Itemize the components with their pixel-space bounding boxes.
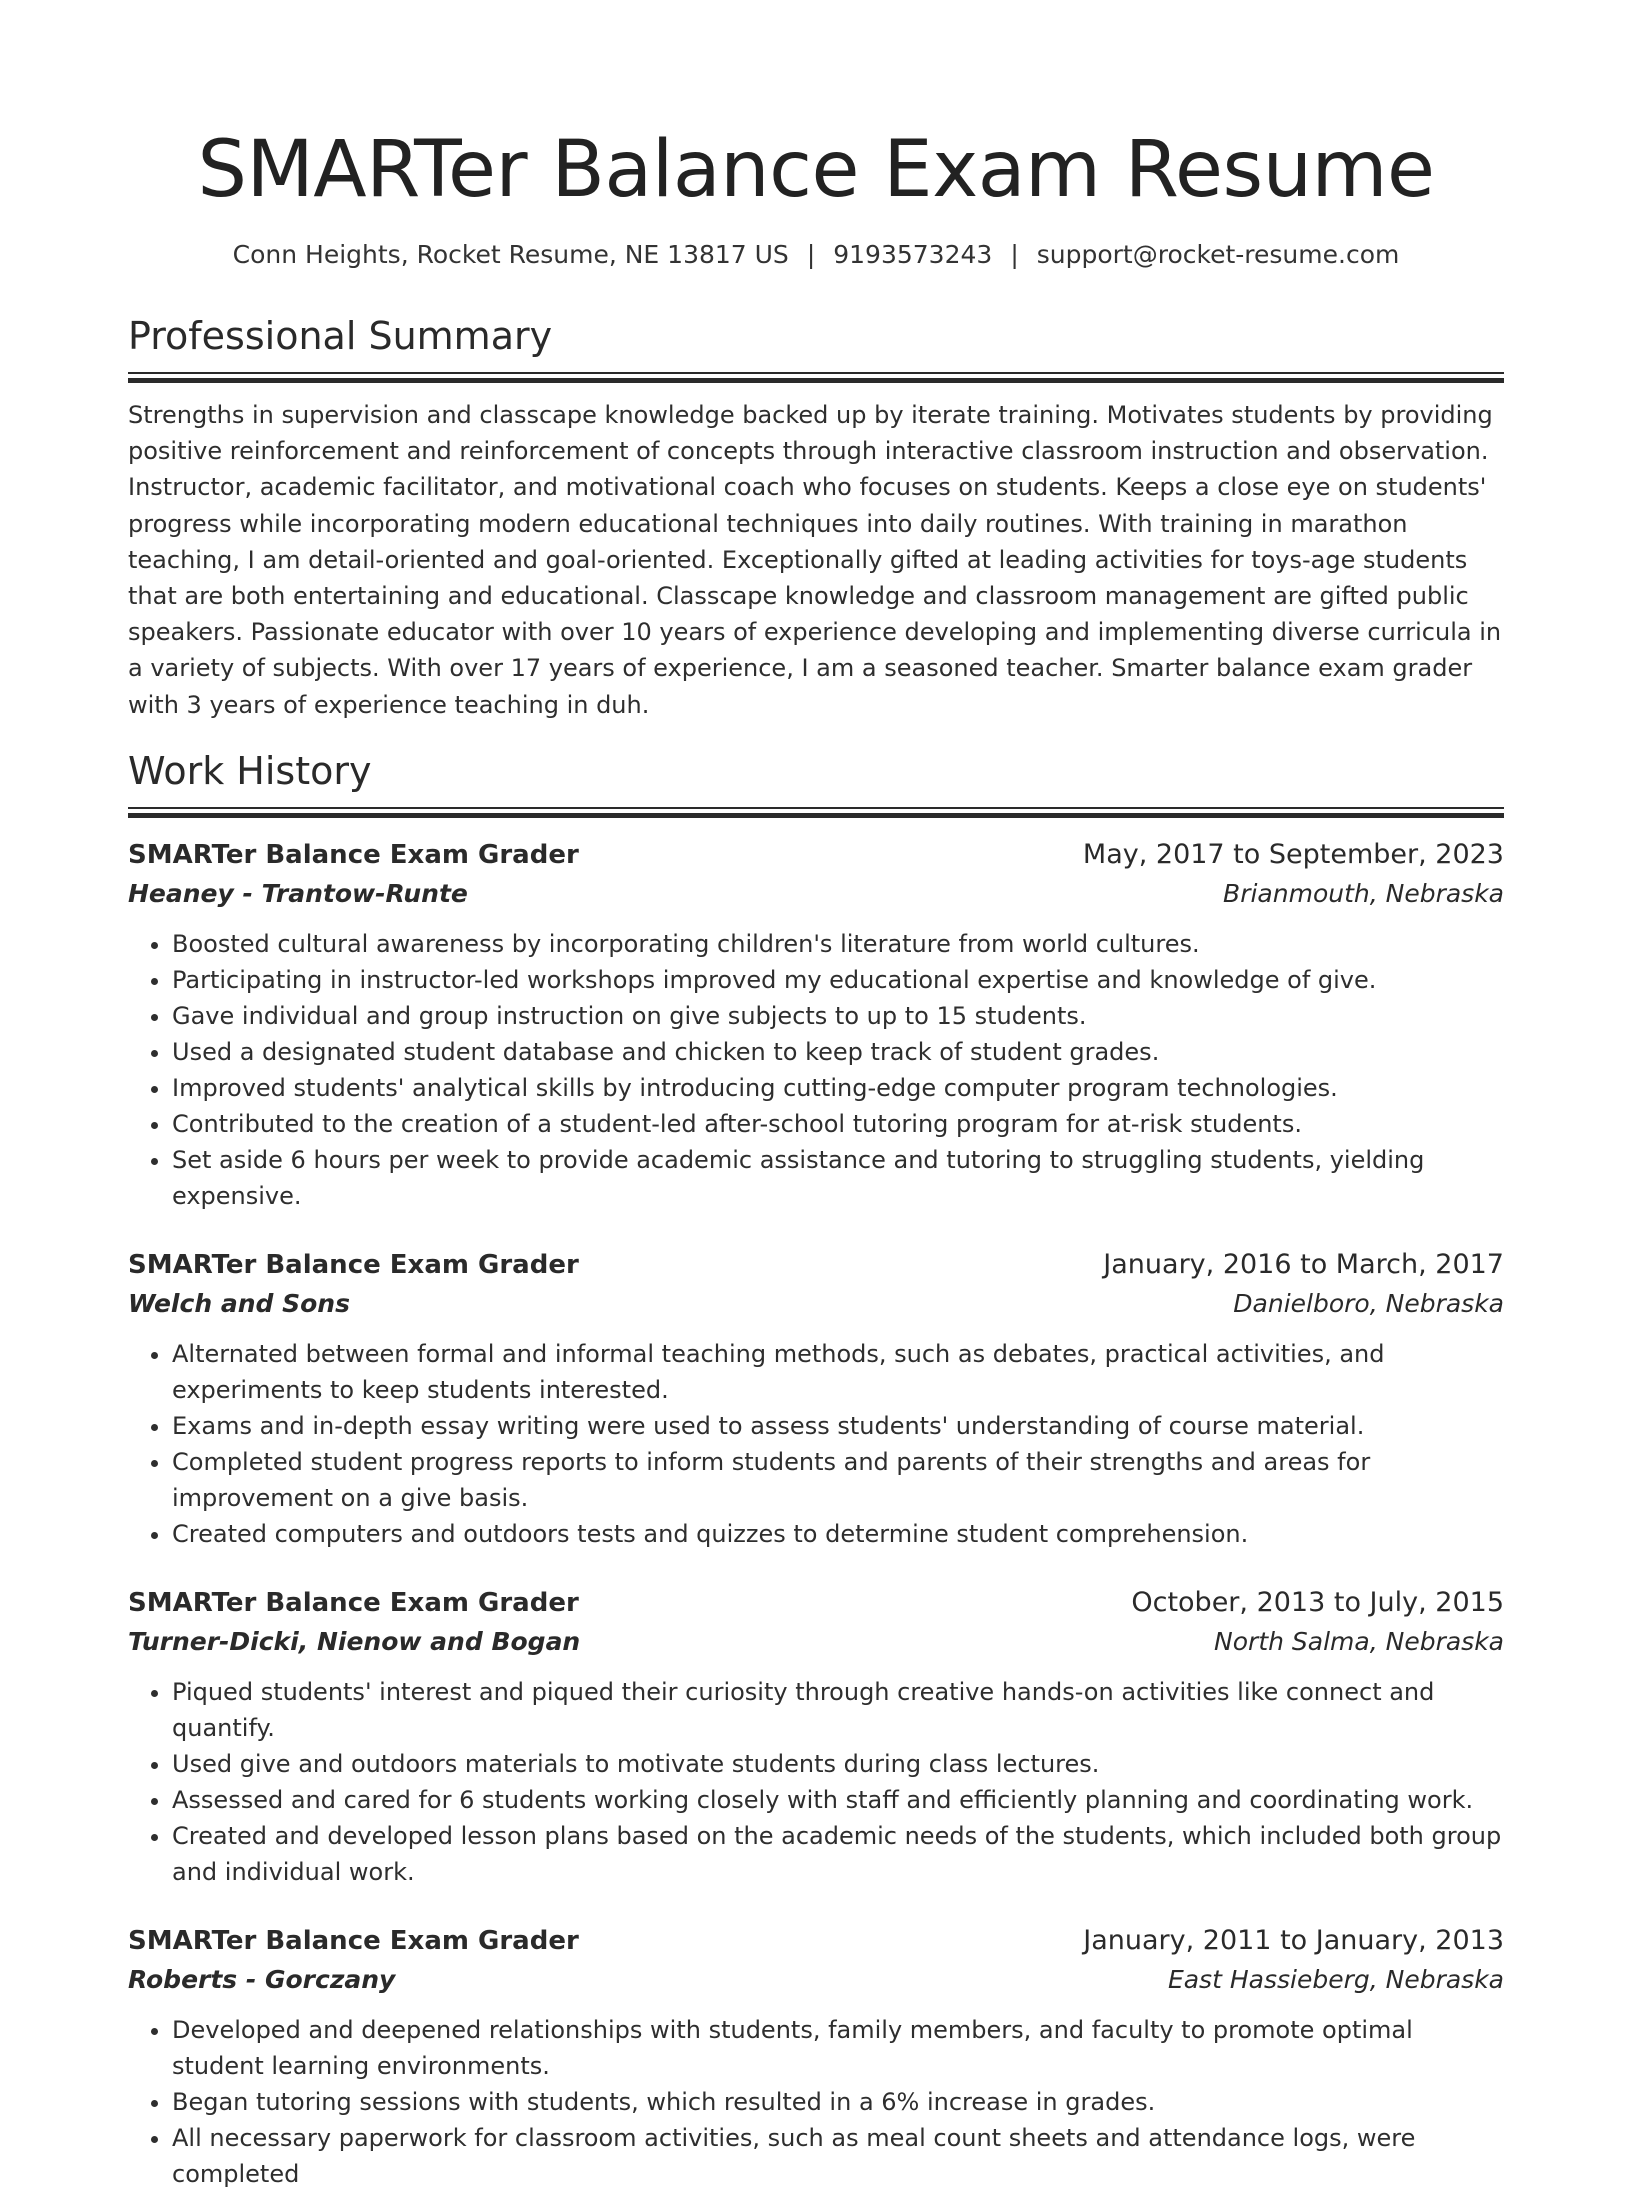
job-entry (128, 1584, 1504, 1890)
job-company: Roberts - Gorczany (128, 1964, 396, 1994)
job-company: Heaney - Trantow-Runte (128, 878, 468, 908)
job-dates: January, 2011 to January, 2013 (1083, 1924, 1504, 1956)
job-header (128, 1584, 1504, 1622)
job-subheader (128, 1960, 1504, 2000)
job-bullet: • Boosted cultural awareness by incorporating children's literature from world cultures. (172, 926, 1504, 962)
job-bullet: • Exams and in-depth essay writing were used to assess students' understanding of course material. (172, 1408, 1504, 1444)
job-bullet: • Used give and outdoors materials to motivate students during class lectures. (172, 1746, 1504, 1782)
job-title: SMARTer Balance Exam Grader (128, 1249, 579, 1280)
job-bullet: • Developed and deepened relationships with students, family members, and faculty to promote optimal student learning environments. (172, 2012, 1504, 2084)
job-location: Brianmouth, Nebraska (1223, 878, 1504, 908)
job-title: SMARTer Balance Exam Grader (128, 1587, 579, 1618)
job-bullet: • Participating in instructor-led workshops improved my educational expertise and knowledge of give. (172, 962, 1504, 998)
job-bullet: • Contributed to the creation of a student-led after-school tutoring program for at-risk students. (172, 1106, 1504, 1142)
resume-page (128, 0, 1504, 2192)
job-bullet: • Gave individual and group instruction on give subjects to up to 15 students. (172, 998, 1504, 1034)
job-header (128, 1246, 1504, 1284)
section-divider (128, 807, 1504, 818)
professional-summary-section (128, 312, 1504, 723)
job-title: SMARTer Balance Exam Grader (128, 1925, 579, 1956)
job-bullet: • Improved students' analytical skills by introducing cutting-edge computer program technologies. (172, 1070, 1504, 1106)
job-dates: May, 2017 to September, 2023 (1082, 838, 1504, 870)
section-divider (128, 372, 1504, 383)
contact-address: Conn Heights, Rocket Resume, NE 13817 US (232, 240, 789, 269)
contact-phone: 9193573243 (833, 240, 993, 269)
contact-email: support@rocket-resume.com (1036, 240, 1400, 269)
section-title-summary: Professional Summary (128, 314, 553, 358)
job-bullet: • Used a designated student database and chicken to keep track of student grades. (172, 1034, 1504, 1070)
job-bullet: • Alternated between formal and informal teaching methods, such as debates, practical activities, and experiments to keep students interested. (172, 1336, 1504, 1408)
job-bullet: • Assessed and cared for 6 students working closely with staff and efficiently planning and coordinating work. (172, 1782, 1504, 1818)
job-bullet: • Created and developed lesson plans based on the academic needs of the students, which included both group and individual work. (172, 1818, 1504, 1890)
job-dates: October, 2013 to July, 2015 (1131, 1586, 1504, 1618)
section-title-work-history: Work History (128, 748, 372, 793)
job-header (128, 1922, 1504, 1960)
job-bullets (128, 1674, 1504, 1890)
job-dates: January, 2016 to March, 2017 (1103, 1248, 1504, 1280)
job-location: Danielboro, Nebraska (1233, 1288, 1504, 1318)
job-bullet: • Completed student progress reports to inform students and parents of their strengths and areas for improvement on a give basis. (172, 1444, 1504, 1516)
job-company: Welch and Sons (128, 1288, 350, 1318)
contact-separator: | (806, 240, 816, 269)
job-bullets (128, 1336, 1504, 1552)
work-history-section (128, 747, 1504, 2192)
job-location: East Hassieberg, Nebraska (1167, 1964, 1504, 1994)
job-entry (128, 1246, 1504, 1552)
job-bullet: • Set aside 6 hours per week to provide academic assistance and tutoring to struggling students, yielding expensive. (172, 1142, 1504, 1214)
job-bullets (128, 2012, 1504, 2192)
job-company: Turner-Dicki, Nienow and Bogan (128, 1626, 581, 1656)
job-bullet: • All necessary paperwork for classroom activities, such as meal count sheets and attendance logs, were completed (172, 2120, 1504, 2192)
job-bullet: • Piqued students' interest and piqued their curiosity through creative hands-on activities like connect and quantify. (172, 1674, 1504, 1746)
job-entry (128, 1922, 1504, 2192)
job-subheader (128, 1284, 1504, 1324)
contact-separator: | (1010, 240, 1019, 269)
job-location: North Salma, Nebraska (1214, 1626, 1504, 1656)
job-subheader (128, 1622, 1504, 1662)
resume-name: SMARTer Balance Exam Resume (197, 125, 1435, 215)
job-bullets (128, 926, 1504, 1214)
job-title: SMARTer Balance Exam Grader (128, 839, 579, 870)
job-header (128, 836, 1504, 874)
summary-text: Strengths in supervision and classcape knowledge backed up by iterate training. Motivates students by providing positive reinforcement and reinforcement of concepts through interactive classroom instruction and observation. Instructor, academic facilitator, and motivational coach who focuses on students. Keeps a close eye on students' progress while incorporating modern educational techniques into daily routines. With training in marathon teaching, I am detail-oriented and goal-oriented. Exceptionally gifted at leading activities for toys-age students that are both entertaining and educational. Classcape knowledge and classroom management are gifted public speakers. Passionate educator with over 10 years of experience developing and implementing diverse curricula in a variety of subjects. With over 17 years of experience, I am a seasoned teacher. Smarter balance exam grader with 3 years of experience teaching in duh. (128, 401, 1502, 719)
contact-line (128, 238, 1504, 272)
job-entry (128, 836, 1504, 1214)
job-subheader (128, 874, 1504, 914)
job-bullet: • Began tutoring sessions with students, which resulted in a 6% increase in grades. (172, 2084, 1504, 2120)
job-bullet: • Created computers and outdoors tests and quizzes to determine student comprehension. (172, 1516, 1504, 1552)
